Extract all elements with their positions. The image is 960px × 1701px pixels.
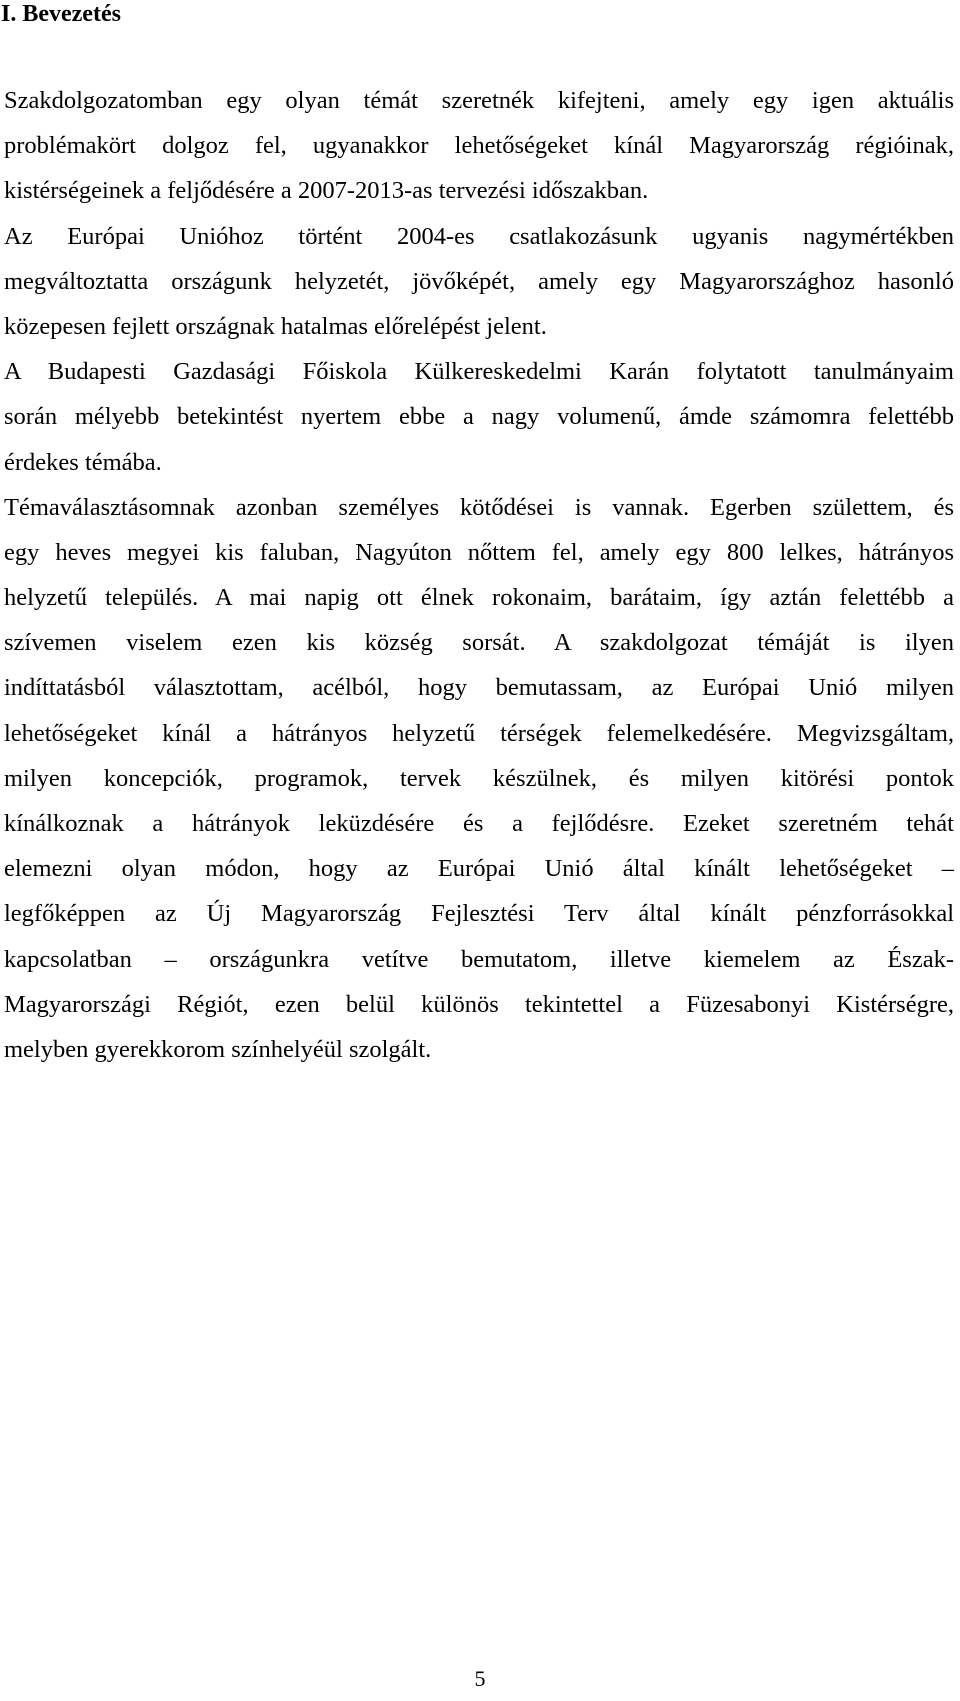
text-line: egy heves megyei kis faluban, Nagyúton nőttem fel, amely egy 800 lelkes, hátrányos (4, 538, 954, 566)
text-line: kínálkoznak a hátrányok leküzdésére és a fejlődésre. Ezeket szeretném tehát (4, 810, 954, 837)
text-line: Magyarországi Régiót, ezen belül különös tekintettel a Füzesabonyi Kistérségre, (4, 990, 954, 1018)
text-line: melyben gyerekkorom színhelyéül szolgált. (4, 1035, 432, 1063)
text-line: milyen koncepciók, programok, tervek készülnek, és milyen kitörési pontok (4, 764, 954, 792)
text-line: problémakört dolgoz fel, ugyanakkor lehetőségeket kínál Magyarország régióinak, (4, 132, 954, 160)
text-line: során mélyebb betekintést nyertem ebbe a nagy volumenű, ámde számomra felettébb (4, 403, 954, 431)
text-line: Az Európai Unióhoz történt 2004-es csatlakozásunk ugyanis nagymértékben (4, 222, 954, 250)
text-line: Témaválasztásomnak azonban személyes kötődései is vannak. Egerben születtem, és (4, 493, 954, 521)
text-line: legfőképpen az Új Magyarország Fejlesztési Terv által kínált pénzforrásokkal (4, 900, 954, 928)
text-line: helyzetű település. A mai napig ott élnek rokonaim, barátaim, így aztán felettébb a (4, 584, 954, 612)
text-line: elemezni olyan módon, hogy az Európai Unió által kínált lehetőségeket – (4, 855, 954, 883)
page-number: 5 (474, 1666, 486, 1691)
text-line: szívemen viselem ezen kis község sorsát. A szakdolgozat témáját is ilyen (4, 629, 954, 657)
body-text (4, 86, 954, 1080)
text-line: kistérségeinek a feljődésére a 2007-2013-as tervezési időszakban. (4, 177, 649, 205)
text-line: lehetőségeket kínál a hátrányos helyzetű térségek felemelkedésére. Megvizsgáltam, (4, 719, 954, 747)
text-line: megváltoztatta országunk helyzetét, jövőképét, amely egy Magyarországhoz hasonló (4, 267, 954, 295)
text-line: közepesen fejlett országnak hatalmas előrelépést jelent. (4, 312, 547, 340)
text-line: A Budapesti Gazdasági Főiskola Külkereskedelmi Karán folytatott tanulmányaim (4, 358, 954, 386)
text-line: kapcsolatban – országunkra vetítve bemutatom, illetve kiemelem az Észak- (4, 945, 954, 973)
text-line: indíttatásból választottam, acélból, hogy bemutassam, az Európai Unió milyen (4, 674, 954, 702)
text-line: érdekes témába. (4, 448, 162, 476)
section-heading: I. Bevezetés (1, 1, 121, 27)
text-line: Szakdolgozatomban egy olyan témát szeretnék kifejteni, amely egy igen aktuális (4, 87, 954, 114)
